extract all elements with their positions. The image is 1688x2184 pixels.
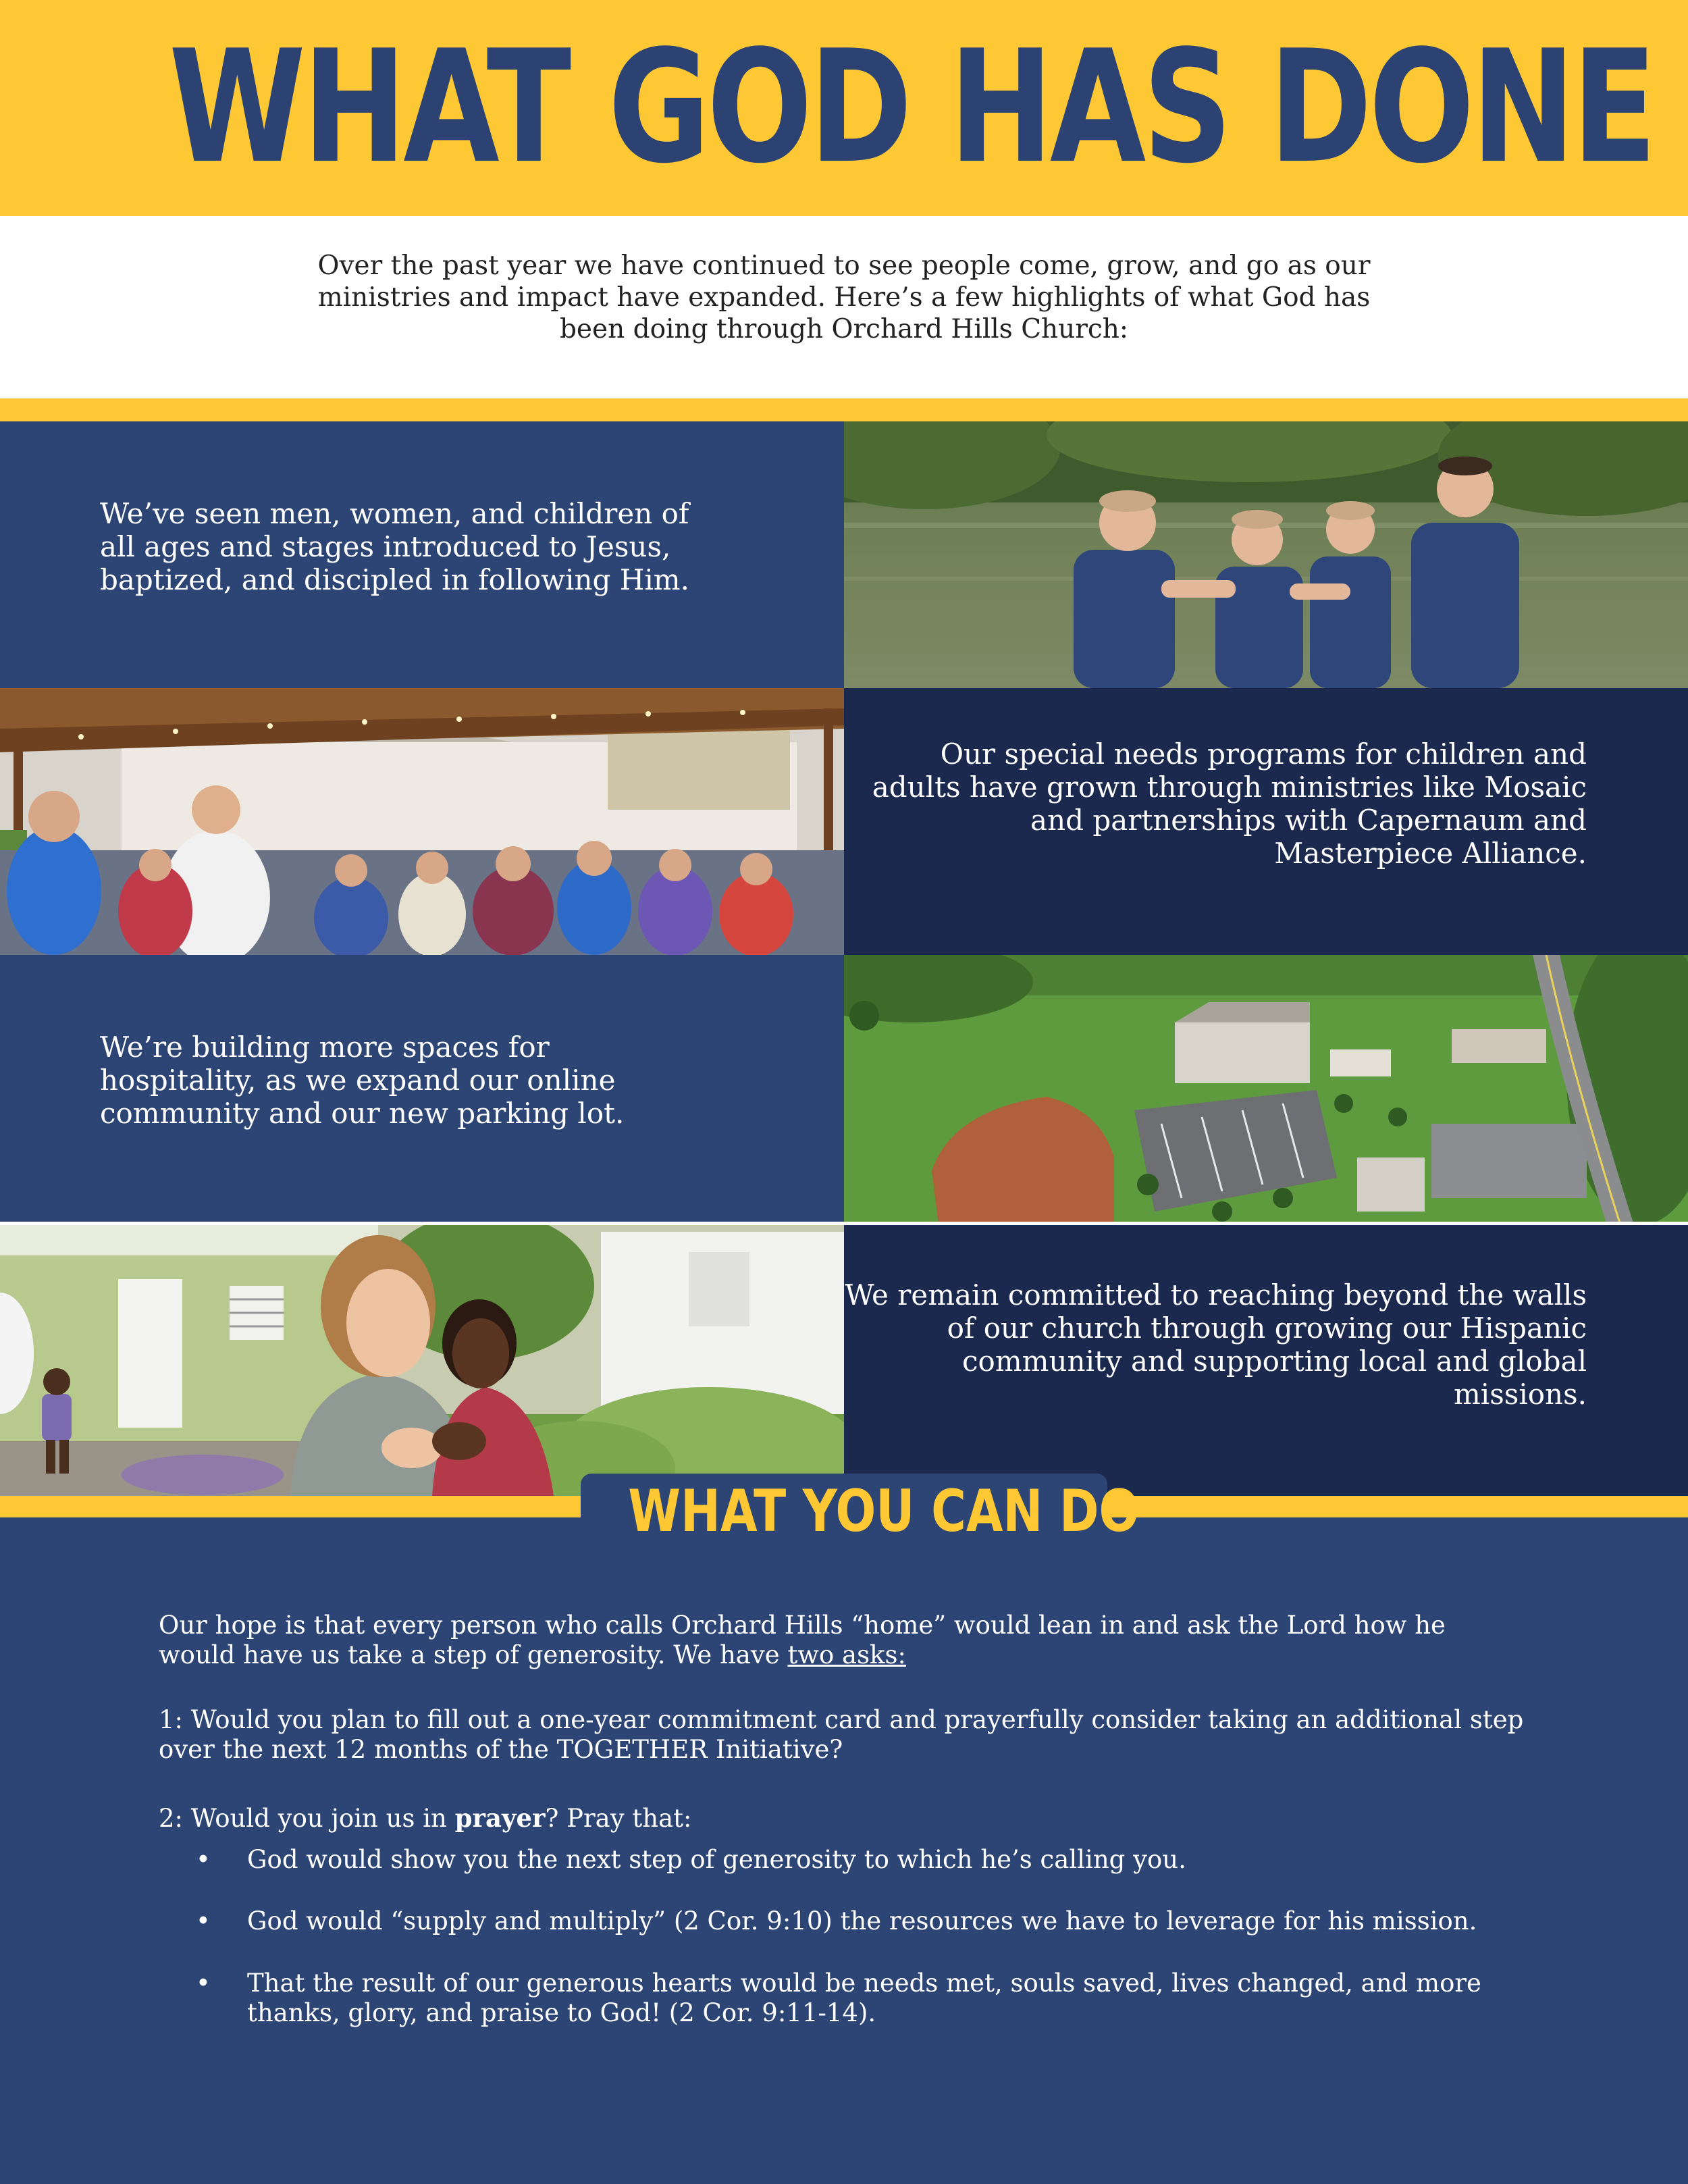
pavilion-fellowship-photo: [0, 688, 844, 955]
gold-divider-top: [0, 398, 1688, 421]
aerial-campus-photo: [844, 955, 1688, 1222]
ask-2-prefix: 2: Would you join us in: [159, 1804, 447, 1833]
ask-2-prayer: prayer: [454, 1803, 546, 1833]
highlight-panel-3: [0, 955, 844, 1222]
intro-paragraph: Over the past year we have continued to see people come, grow, and go as our ministries and impact have expanded. Here’s a few highlights of what God has been doing through Orchard Hills Church:: [317, 251, 1371, 344]
prayer-bullet-2: God would “supply and multiply” (2 Cor. 9:10) the resources we have to leverage for his mission.: [247, 1906, 1477, 1935]
hope-text: Our hope is that every person who calls Orchard Hills “home” would lean in and ask the Lord how he would have us take a step of generosity. We have: [159, 1611, 1446, 1669]
missions-photo: [0, 1225, 844, 1496]
bullet-marker-2: •: [196, 1906, 211, 1935]
highlight-text-1: We’ve seen men, women, and children of all ages and stages introduced to Jesus, baptized, and discipled in following Him.: [100, 497, 689, 596]
highlight-panel-2: [844, 688, 1688, 955]
page-title: WHAT GOD HAS DONE: [169, 18, 1654, 198]
bullet-marker-1: •: [196, 1845, 211, 1874]
section-title: WHAT YOU CAN DO: [628, 1478, 1140, 1545]
bullet-marker-3: •: [196, 1969, 211, 1998]
two-asks-link[interactable]: two asks:: [787, 1640, 906, 1669]
baptism-photo: [844, 421, 1688, 688]
ask-1: 1: Would you plan to fill out a one-year commitment card and prayerfully consider taking an additional step over the next 12 months of the TOGETHER Initiative?: [159, 1705, 1524, 1764]
prayer-bullet-3: That the result of our generous hearts would be needs met, souls saved, lives changed, and more thanks, glory, and praise to God! (2 Cor. 9:11-14).: [247, 1969, 1481, 2027]
ask-2-suffix: ? Pray that:: [545, 1804, 692, 1833]
highlight-text-4: We remain committed to reaching beyond the walls of our church through growing our Hispanic community and supporting local and global missions.: [845, 1278, 1587, 1411]
highlight-panel-4: [844, 1225, 1688, 1496]
hope-paragraph: [159, 1611, 1529, 1670]
ask-2: [159, 1803, 1529, 1834]
highlight-text-3: We’re building more spaces for hospitality, as we expand our online community and our new parking lot.: [100, 1031, 625, 1130]
highlight-text-2: Our special needs programs for children and adults have grown through ministries like Mosaic and partnerships with Capernaum and Masterpiece Alliance.: [872, 737, 1587, 870]
prayer-bullet-1: God would show you the next step of generosity to which he’s calling you.: [247, 1845, 1186, 1874]
highlight-panel-1: [0, 421, 844, 688]
